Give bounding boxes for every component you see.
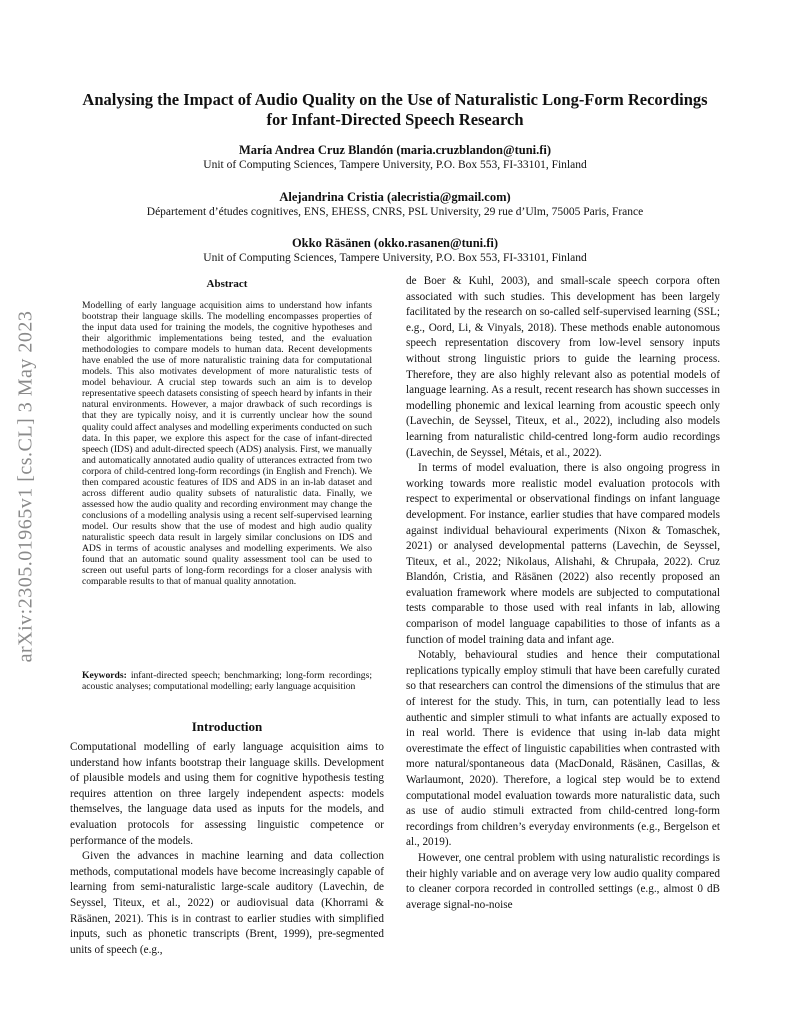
- intro-paragraph: Given the advances in machine learning and data collection methods, computational models have become increasingly capable of learning from semi-naturalistic large-scale auditory (Lavechin, de Seyssel, Titeux, et al., 2022) or audiovisual data (Khorrami & Räsänen, 2021). This is in contrast to earlier studies with simplified inputs, such as phonetic transcripts (Brent, 1999), pre-segmented units of speech (e.g.,: [70, 850, 384, 956]
- author-affiliation: Unit of Computing Sciences, Tampere University, P.O. Box 553, FI-33101, Finland: [203, 159, 587, 171]
- intro-paragraph: Computational modelling of early language acquisition aims to understand how infants bootstrap their language skills. Development of plausible models and using them for cognitive hypothesis testing requires attention on three largely independent aspects: models themselves, the language data used as inputs for the models, and evaluation protocols for assessing linguistic competence or performance of the models.: [70, 741, 384, 847]
- intro-paragraph: de Boer & Kuhl, 2003), and small-scale speech corpora often associated with such studies. This development has been largely facilitated by the research on so-called self-supervised learning (SSL; e.g., Oord, Li, & Vinyals, 2018). These methods enable autonomous speech representation discovery from low-level sensory inputs without strong linguistic priors to guide the learning process. Therefore, they are also highly relevant also as potential models of language learning. As a result, recent research has shown successes in modelling phonemic and lexical learning from acoustic speech only (Lavechin, de Seyssel, Titeux, et al., 2022), including also models learning from naturalistic child-centred long-form audio recordings (Lavechin, de Seyssel, Métais, et al., 2022).: [406, 275, 720, 459]
- introduction-heading: Introduction: [191, 719, 263, 734]
- intro-left-column: [70, 740, 384, 958]
- keywords-list: infant-directed speech; benchmarking; long-form recordings; acoustic analyses; computational modelling; early language acquisition: [82, 670, 372, 693]
- abstract-text: Modelling of early language acquisition aims to understand how infants bootstrap their language skills. The modelling encompasses properties of the input data used for training the models, the cognitive hypotheses and their algorithmic implementations being tested, and the evaluation methodologies to compare models to human data. Recent developments have enabled the use of more naturalistic training data for computational models. This also motivates development of more naturalistic tests of model behaviour. A crucial step towards such an aim is to develop representative speech datasets consisting of speech heard by infants in their natural environments. However, a major drawback of such recordings is that they are typically noisy, and it is currently unclear how the sound quality could affect analyses and modelling experiments conducted on such data. In this paper, we explore this aspect for the case of infant-directed speech (IDS) and adult-directed speech (ADS) analysis. First, we manually and automatically annotated audio quality of utterances extracted from two corpora of child-centred long-form recordings (in English and French). We then compared acoustic features of IDS and ADS in an in-lab dataset and across different audio quality subsets of naturalistic data. Finally, we assessed how the audio quality and recording environment may change the conclusions of a modelling analysis using a recent self-supervised learning model. Our results show that the use of modest and high audio quality naturalistic speech data result in largely similar conclusions on IDS and ADS in terms of acoustic analyses and modelling experiments. We also found that an automatic sound quality assessment tool can be used to screen out useful parts of long-form recordings for a closer analysis with comparable results to that of manual quality annotation.: [82, 300, 372, 588]
- keywords-label: Keywords:: [82, 670, 127, 681]
- paper-title: Analysing the Impact of Audio Quality on the Use of Naturalistic Long-Form Recordings for Infant-Directed Speech Research: [82, 90, 708, 129]
- author-name: María Andrea Cruz Blandón (maria.cruzblandon@tuni.fi): [238, 143, 552, 157]
- abstract-heading: Abstract: [206, 278, 248, 290]
- author-affiliation: Département d’études cognitives, ENS, EHESS, CNRS, PSL University, 29 rue d’Ulm, 75005 Paris, France: [146, 206, 644, 218]
- intro-paragraph: In terms of model evaluation, there is also ongoing progress in working towards more realistic model evaluation protocols with respect to experimental or observational findings on infant language development. For instance, earlier studies that have compared models against individual behavioural experiments (Nixon & Tomaschek, 2021) or analysed developmental patterns (Lavechin, de Seyssel, Titeux, et al., 2022; Nikolaus, Alishahi, & Chrupała, 2022). Cruz Blandón, Cristia, and Räsänen (2022) also recently proposed an evaluation framework where models are subjected to computational tests comparable to those used with real infants in lab, allowing comparison of model language capabilities to those of infants as a function of model training data and infant age.: [406, 462, 720, 646]
- intro-paragraph: Notably, behavioural studies and hence their computational replications typically employ stimuli that have been carefully curated so that researchers can control the dimensions of the stimulus that are of interest for the study. This, in turn, can potentially lead to less authentic and simpler stimuli to what infants are actually exposed to in real world. There is evidence that using in-lab data might overestimate the effect of linguistic capabilities when contrasted with more natural/spontaneous data (MacDonald, Räsänen, Casillas, & Warlaumont, 2020). Therefore, a logical step would be to extend computational model evaluation towards more naturalistic data, such as use of audio stimuli extracted from child-centred long-form recordings from children’s everyday environments (e.g., Bergelson et al., 2019).: [406, 649, 720, 849]
- author-block-1: [70, 142, 720, 173]
- author-block-2: [70, 189, 720, 220]
- intro-right-column: [406, 274, 720, 913]
- arxiv-identifier: arXiv:2305.01965v1 [cs.CL] 3 May 2023: [14, 310, 37, 662]
- author-block-3: [70, 235, 720, 266]
- author-name: Alejandrina Cristia (alecristia@gmail.com): [279, 190, 511, 204]
- intro-paragraph: However, one central problem with using naturalistic recordings is their highly variable and on average very low audio quality compared to cleaner corpora recorded in controlled settings (e.g., almost 0 dB average signal-no-noise: [406, 851, 720, 911]
- keywords: [82, 670, 372, 692]
- author-name: Okko Räsänen (okko.rasanen@tuni.fi): [291, 236, 499, 250]
- author-affiliation: Unit of Computing Sciences, Tampere University, P.O. Box 553, FI-33101, Finland: [203, 252, 587, 264]
- arxiv-side-stamp: [6, 256, 46, 716]
